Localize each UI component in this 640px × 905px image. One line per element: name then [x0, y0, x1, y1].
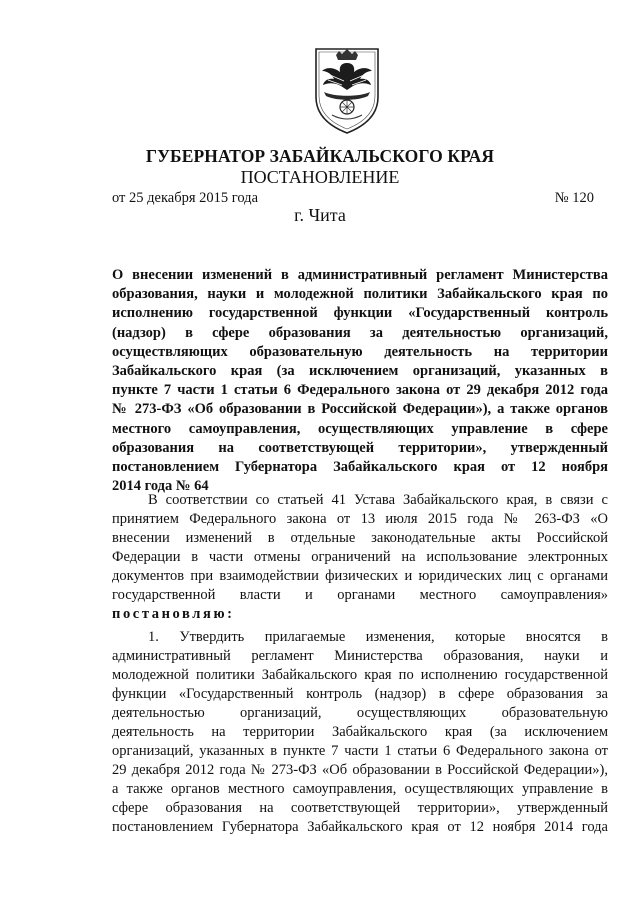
preamble-paragraph — [112, 491, 608, 624]
document-subject — [112, 266, 608, 496]
preamble-line: В соответствии со статьей 41 Устава Забайкальского края, в связи с — [148, 492, 608, 508]
preamble-line: Федерации в части отмены ограничений на использование электронных — [112, 549, 608, 565]
item-line: деятельность на территории Забайкальского края (за исключением — [112, 724, 608, 740]
item-line: сфере образования на соответствующей территории», утвержденный — [112, 800, 608, 816]
item-line: 29 декабря 2012 года № 273-ФЗ «Об образовании в Российской Федерации»), — [112, 762, 608, 778]
item-line: деятельностью организаций, осуществляющих образовательную — [112, 705, 608, 721]
document-type: ПОСТАНОВЛЕНИЕ — [240, 167, 400, 187]
preamble-line: принятием Федерального закона от 13 июля 2015 года № 263-ФЗ «О — [112, 511, 608, 527]
subject-line: (надзор) в сфере образования за деятельностью организаций, — [112, 324, 608, 341]
subject-line: 2014 года № 64 — [112, 478, 209, 495]
subject-line: исполнению государственной функции «Государственный контроль — [112, 305, 608, 322]
document-date: от 25 декабря 2015 года — [112, 190, 258, 206]
decree-word: постановляю: — [112, 606, 235, 622]
subject-line: Забайкальского края (за исключением организаций, указанных в — [112, 362, 608, 379]
subject-line: осуществляющих образовательную деятельность на территории — [112, 343, 608, 360]
item-1-paragraph — [112, 628, 608, 837]
item-line: административный регламент Министерства образования, науки и — [112, 648, 608, 664]
subject-line: постановлением Губернатора Забайкальского края от 12 ноября — [112, 458, 608, 475]
preamble-line: документов при взаимодействии физических и юридических лиц с органами — [112, 568, 608, 584]
item-line: а также органов местного самоуправления, осуществляющих управление в — [112, 781, 608, 797]
subject-line: образования, науки и молодежной политики Забайкальского края по — [112, 286, 608, 303]
preamble-line: внесении изменений в отдельные законодательные акты Российской — [112, 530, 608, 546]
document-city: г. Чита — [294, 205, 346, 225]
subject-line: № 273-ФЗ «Об образовании в Российской Федерации»), а также органов — [112, 401, 608, 418]
item-line: 1. Утвердить прилагаемые изменения, которые вносятся в — [148, 629, 608, 645]
preamble-line: государственной власти и органами местного самоуправления» — [112, 587, 608, 603]
document-number: № 120 — [554, 190, 594, 206]
subject-line: образования на соответствующей территории», утвержденный — [112, 439, 608, 456]
item-line: функции «Государственный контроль (надзор) в сфере образования за — [112, 686, 608, 702]
issuer-title: ГУБЕРНАТОР ЗАБАЙКАЛЬСКОГО КРАЯ — [145, 146, 495, 166]
item-line: молодежной политики Забайкальского края по исполнению государственной — [112, 667, 608, 683]
item-line: организаций, указанных в пункте 7 части 1 статьи 6 Федерального закона от — [112, 743, 608, 759]
coat-of-arms-icon — [310, 45, 384, 135]
subject-line: местного самоуправления, осуществляющих управление в сфере — [112, 420, 608, 437]
subject-line: О внесении изменений в административный регламент Министерства — [112, 267, 608, 283]
subject-line: пункте 7 части 1 статьи 6 Федерального закона от 29 декабря 2012 года — [112, 382, 608, 399]
item-line: постановлением Губернатора Забайкальского края от 12 ноября 2014 года — [112, 819, 608, 835]
